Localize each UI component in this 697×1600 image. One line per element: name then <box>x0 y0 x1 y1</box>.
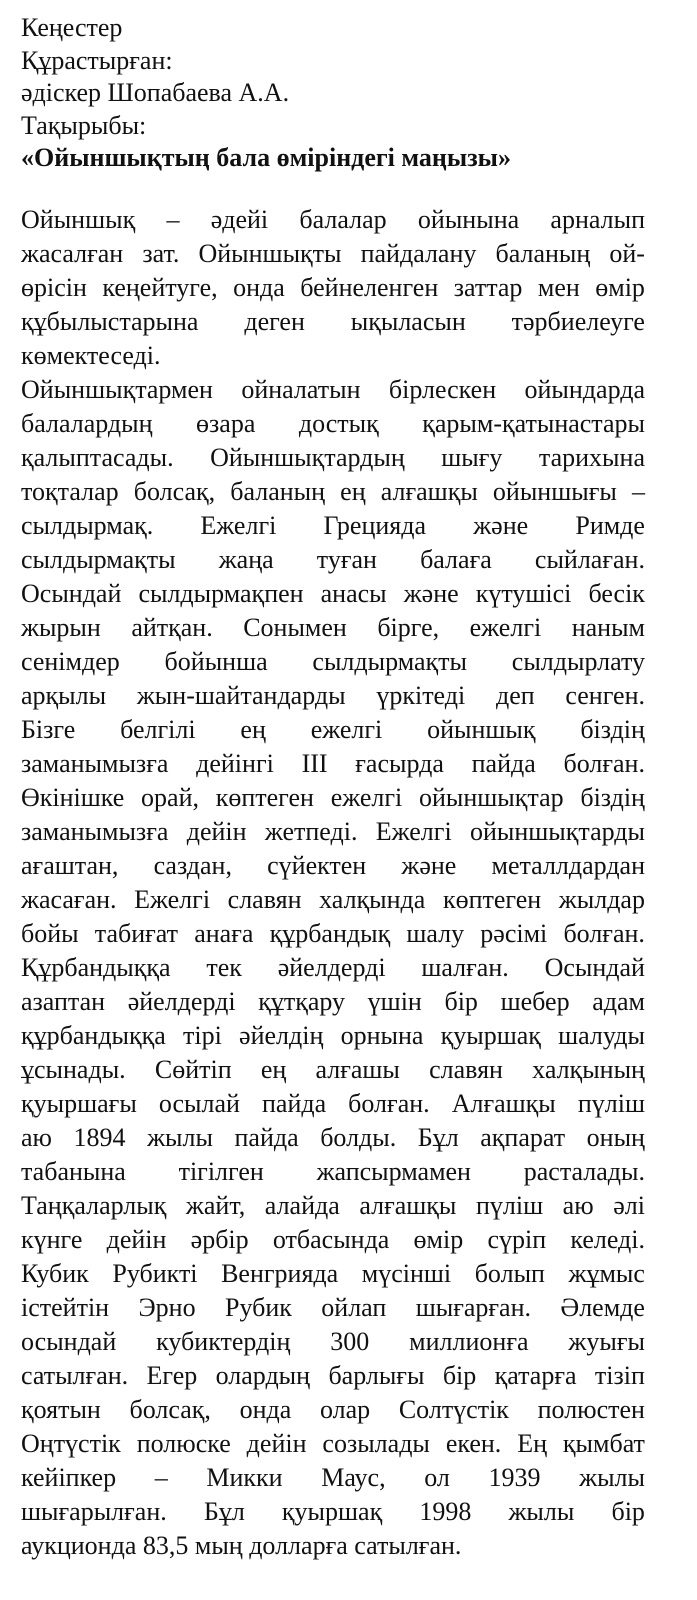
text-line: арқылы жын-шайтандарды үркітеді деп сенген. <box>21 680 645 710</box>
topic-label: Тақырыбы: <box>21 110 147 140</box>
text-line: шығарылған. Бұл қуыршақ 1998 жылы бір <box>21 1496 645 1526</box>
text-line: ұсынады. Сөйтіп ең алғашы славян халқының <box>21 1054 645 1084</box>
text-line: тоқталар болсақ, баланың ең алғашқы ойыншығы – <box>21 476 645 506</box>
text-line: жасалған зат. Ойыншықты пайдалану баланың ой- <box>21 238 645 268</box>
text-line: азаптан әйелдерді құтқару үшін бір шебер адам <box>21 986 645 1016</box>
text-line: сатылған. Егер олардың барлығы бір қатарға тізіп <box>21 1360 645 1390</box>
text-line: құрбандыққа тірі әйелдің орнына қуыршақ шалуды <box>21 1020 645 1050</box>
text-line: жырын айтқан. Сонымен бірге, ежелгі наным <box>21 612 645 642</box>
text-line: Кубик Рубикті Венгрияда мүсінші болып жұмыс <box>21 1258 645 1288</box>
text-line: ағаштан, саздан, сүйектен және металлдардан <box>21 850 645 880</box>
text-line: қоятын болсақ, онда олар Солтүстік полюстен <box>21 1394 645 1424</box>
text-line: Осындай сылдырмақпен анасы және күтушісі бесік <box>21 578 645 608</box>
text-line: сенімдер бойынша сылдырмақты сылдырлату <box>21 646 645 676</box>
text-line: күнге дейін әрбір отбасында өмір сүріп келеді. <box>21 1224 645 1254</box>
text-line: кейіпкер – Микки Маус, ол 1939 жылы <box>21 1462 645 1492</box>
text-line: істейтін Эрно Рубик ойлап шығарған. Әлемде <box>21 1292 645 1322</box>
text-line: бойы табиғат анаға құрбандық шалу рәсімі болған. <box>21 918 645 948</box>
text-line: Таңқаларлық жайт, алайда алғашқы пүліш аю әлі <box>21 1190 645 1220</box>
text-line: қуыршағы осылай пайда болған. Алғашқы пүліш <box>21 1088 645 1118</box>
text-line: Ойыншықтармен ойналатын бірлескен ойындарда <box>21 374 645 404</box>
text-line: сылдырмақ. Ежелгі Грецияда және Римде <box>21 510 645 540</box>
paragraph-intro <box>21 203 645 373</box>
text-line: балалардың өзара достық қарым-қатынастары <box>21 408 645 438</box>
text-line: аукционда 83,5 мың долларға сатылған. <box>21 1530 462 1560</box>
text-line: өрісін кеңейтуге, онда бейнеленген заттар мен өмір <box>21 272 645 302</box>
text-line: табанына тігілген жапсырмамен расталады. <box>21 1156 645 1186</box>
text-line: құбылыстарына деген ықыласын тәрбиелеуге <box>21 306 645 336</box>
text-line: заманымызға дейін жетпеді. Ежелгі ойыншықтарды <box>21 816 645 846</box>
author-name: әдіскер Шопабаева А.А. <box>21 78 290 107</box>
text-line: жасаған. Ежелгі славян халқында көптеген жылдар <box>21 884 645 914</box>
text-line: аю 1894 жылы пайда болды. Бұл ақпарат оның <box>21 1122 645 1152</box>
text-line: заманымызға дейінгі ІІІ ғасырда пайда болған. <box>21 748 645 778</box>
text-line: Бізге белгілі ең ежелгі ойыншық біздің <box>21 714 645 744</box>
text-line: осындай кубиктердің 300 миллионға жуығы <box>21 1326 645 1356</box>
text-line: Оңтүстік полюске дейін созылады екен. Ең қымбат <box>21 1428 645 1458</box>
document-page <box>21 12 645 1563</box>
document-title: «Ойыншықтың бала өміріндегі маңызы» <box>21 143 511 172</box>
text-line: қалыптасады. Ойыншықтардың шығу тарихына <box>21 442 645 472</box>
text-line: Өкінішке орай, көптеген ежелгі ойыншықтар біздің <box>21 782 645 812</box>
text-line: Ойыншық – әдейі балалар ойынына арналып <box>21 204 645 234</box>
text-line: Құрбандыққа тек әйелдерді шалған. Осындай <box>21 952 645 982</box>
paragraph-history <box>21 373 645 1563</box>
text-line: көмектеседі. <box>21 340 161 370</box>
compiled-by-label: Құрастырған: <box>21 45 173 75</box>
text-line: сылдырмақты жаңа туған балаға сыйлаған. <box>21 544 645 574</box>
category-label: Кеңестер <box>21 13 123 42</box>
title-spacer <box>21 175 645 203</box>
